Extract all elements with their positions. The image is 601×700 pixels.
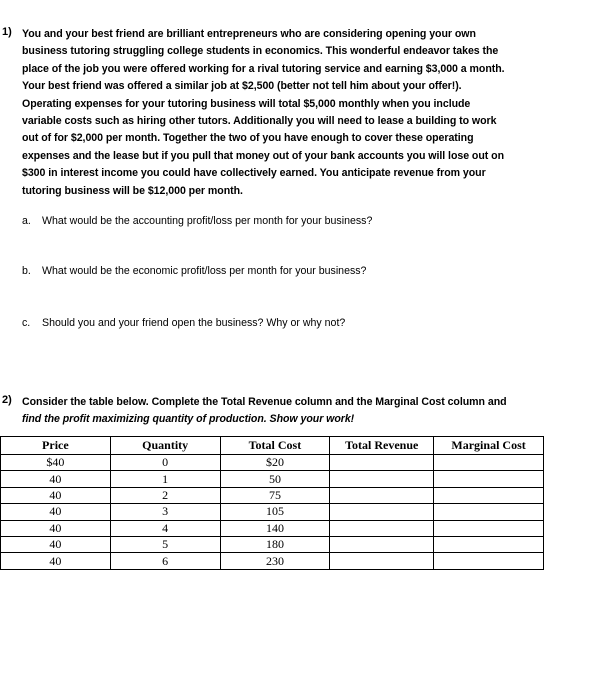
- cell-price: 40: [1, 504, 111, 520]
- table-row: [1, 504, 544, 520]
- cell-total-revenue[interactable]: [330, 455, 434, 471]
- header-quantity: Quantity: [110, 437, 220, 455]
- cell-price: 40: [1, 471, 111, 487]
- question-1-line: out of for $2,000 per month. Together the two of you have enough to cover these operating: [22, 132, 474, 145]
- cell-marginal-cost[interactable]: [434, 455, 544, 471]
- question-1-line: business tutoring struggling college students in economics. This wonderful endeavor takes the: [22, 45, 499, 58]
- question-1-line: expenses and the lease but if you pull that money out of your bank accounts you will lose out on: [22, 149, 504, 162]
- cell-total-cost: $20: [220, 455, 330, 471]
- question-1c-text: Should you and your friend open the business? Why or why not?: [42, 317, 346, 329]
- cell-price: 40: [1, 520, 111, 536]
- question-1a-text: What would be the accounting profit/loss per month for your business?: [42, 215, 373, 227]
- cell-marginal-cost[interactable]: [434, 520, 544, 536]
- cell-marginal-cost[interactable]: [434, 553, 544, 569]
- question-1b-text: What would be the economic profit/loss per month for your business?: [42, 265, 367, 277]
- question-1-line: Your best friend was offered a similar job at $2,500 (better not tell him about your offer!).: [22, 80, 462, 93]
- cell-quantity: 1: [110, 471, 220, 487]
- question-1-line: $300 in interest income you could have collectively earned. You anticipate revenue from your: [22, 167, 486, 180]
- header-total-cost: Total Cost: [220, 437, 330, 455]
- question-2-number: 2): [2, 394, 12, 406]
- question-1: [0, 26, 596, 200]
- question-1-line: You and your best friend are brilliant entrepreneurs who are considering opening your own: [22, 28, 476, 40]
- cell-marginal-cost[interactable]: [434, 536, 544, 552]
- cell-total-cost: 230: [220, 553, 330, 569]
- question-2-line: Consider the table below. Complete the Total Revenue column and the Marginal Cost column and: [22, 396, 507, 408]
- cell-quantity: 6: [110, 553, 220, 569]
- header-price: Price: [1, 437, 111, 455]
- question-1c: [22, 317, 345, 329]
- cell-price: 40: [1, 487, 111, 503]
- cell-quantity: 0: [110, 455, 220, 471]
- table-row: [1, 471, 544, 487]
- table-row: [1, 520, 544, 536]
- table-header-row: [1, 437, 544, 455]
- cell-total-revenue[interactable]: [330, 487, 434, 503]
- cell-total-cost: 50: [220, 471, 330, 487]
- cell-quantity: 2: [110, 487, 220, 503]
- question-1c-letter: c.: [22, 317, 31, 329]
- question-1-line: Operating expenses for your tutoring business will total $5,000 monthly when you include: [22, 97, 471, 110]
- question-1a: [22, 215, 372, 227]
- table-row: [1, 553, 544, 569]
- cell-total-cost: 180: [220, 536, 330, 552]
- question-2-emphasis: find the profit maximizing quantity of production. Show your work!: [22, 413, 355, 426]
- question-1-line: place of the job you were offered working for a rival tutoring service and earning $3,000 a month.: [22, 62, 505, 75]
- cost-revenue-table: [0, 436, 544, 570]
- cell-marginal-cost[interactable]: [434, 471, 544, 487]
- cell-marginal-cost[interactable]: [434, 504, 544, 520]
- cell-total-cost: 75: [220, 487, 330, 503]
- table-row: [1, 487, 544, 503]
- table-row: [1, 455, 544, 471]
- question-1-line: variable costs such as hiring other tutors. Additionally you will need to lease a building to work: [22, 115, 497, 128]
- cell-total-revenue[interactable]: [330, 536, 434, 552]
- cell-price: $40: [1, 455, 111, 471]
- question-1-text: [22, 26, 596, 200]
- question-2-text: [22, 394, 596, 429]
- cell-total-cost: 140: [220, 520, 330, 536]
- cell-marginal-cost[interactable]: [434, 487, 544, 503]
- cell-quantity: 3: [110, 504, 220, 520]
- question-1-number: 1): [2, 26, 12, 38]
- table-row: [1, 536, 544, 552]
- question-2-line: [22, 411, 596, 428]
- question-2: [0, 394, 596, 429]
- cell-quantity: 5: [110, 536, 220, 552]
- cell-total-revenue[interactable]: [330, 553, 434, 569]
- question-1b-letter: b.: [22, 265, 31, 277]
- header-marginal-cost: Marginal Cost: [434, 437, 544, 455]
- cell-total-revenue[interactable]: [330, 471, 434, 487]
- cell-total-cost: 105: [220, 504, 330, 520]
- cell-price: 40: [1, 553, 111, 569]
- cell-price: 40: [1, 536, 111, 552]
- question-1-line: tutoring business will be $12,000 per month.: [22, 184, 243, 197]
- question-1b: [22, 265, 366, 277]
- cell-total-revenue[interactable]: [330, 504, 434, 520]
- header-total-revenue: Total Revenue: [330, 437, 434, 455]
- cell-quantity: 4: [110, 520, 220, 536]
- question-1a-letter: a.: [22, 215, 31, 227]
- cell-total-revenue[interactable]: [330, 520, 434, 536]
